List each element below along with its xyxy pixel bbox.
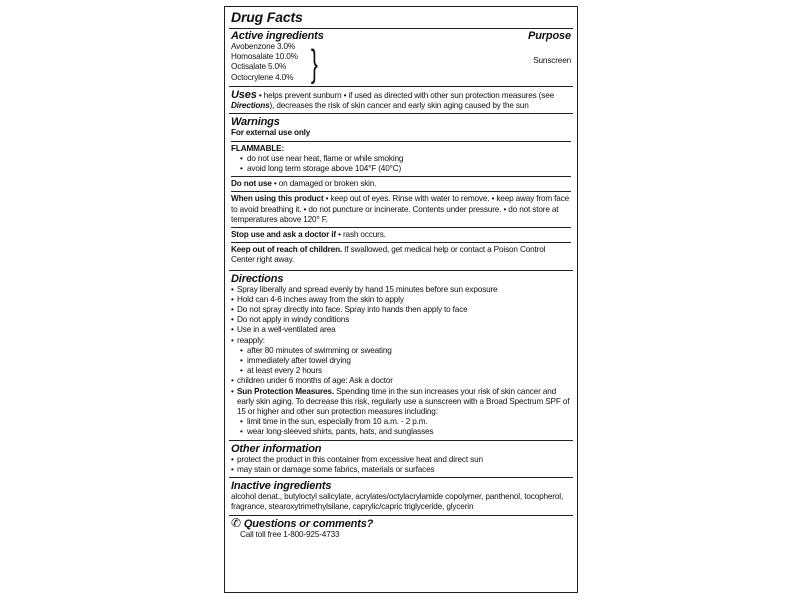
uses-heading: Uses bbox=[231, 89, 257, 101]
drug-facts-panel bbox=[224, 6, 578, 593]
inactive-ingredients-heading: Inactive ingredients bbox=[231, 480, 332, 493]
brace-icon: } bbox=[310, 43, 318, 85]
when-using-text: • keep out of eyes. Rinse with water to remove. • keep away from face to avoid breathing it. • do not puncture or incinerate. Contents under pressure. • do not store at temperatures above 120° F. bbox=[231, 194, 570, 224]
list-item: • may stain or damage some fabrics, materials or surfaces bbox=[231, 465, 571, 475]
other-information-heading: Other information bbox=[231, 442, 322, 455]
when-using-block bbox=[231, 191, 571, 227]
active-ingredient: Octisalate 5.0% bbox=[231, 62, 287, 72]
do-not-use-block bbox=[231, 176, 571, 191]
purpose-heading: Purpose bbox=[528, 30, 571, 42]
spf-label: Sun Protection Measures. bbox=[237, 386, 334, 396]
keep-out-label: Keep out of reach of children. bbox=[231, 245, 343, 255]
list-item: • at least every 2 hours bbox=[231, 366, 571, 376]
warnings-heading: Warnings bbox=[231, 116, 280, 129]
toll-free-text: Call toll free 1-800-925-4733 bbox=[240, 529, 340, 539]
inactive-ingredients-text: alcohol denat., butyloctyl salicylate, acrylates/octylacrylamide copolymer, panthenol, tocopherol, fragrance, stearoxytrimethylsilane, caprylic/capric triglyceride, glycerin bbox=[231, 492, 564, 512]
active-ingredient: Avobenzone 3.0% bbox=[231, 42, 296, 51]
list-item: • Do not spray directly into face. Spray into hands then apply to face bbox=[231, 305, 571, 315]
list-item: • reapply: bbox=[231, 336, 571, 346]
other-information-section bbox=[229, 440, 573, 477]
active-ingredients-heading: Active ingredients bbox=[231, 30, 324, 42]
active-ingredient-list bbox=[231, 42, 298, 83]
list-item: • Use in a well-ventilated area bbox=[231, 325, 571, 335]
phone-icon: ✆ bbox=[231, 515, 241, 530]
stop-use-text: • rash occurs. bbox=[336, 230, 386, 240]
list-item bbox=[231, 387, 571, 418]
do-not-use-label: Do not use bbox=[231, 179, 272, 189]
uses-directions-ref: Directions bbox=[231, 101, 270, 111]
external-use-text: For external use only bbox=[231, 128, 311, 138]
list-item: • protect the product in this container from excessive heat and direct sun bbox=[231, 455, 571, 465]
uses-section bbox=[229, 86, 573, 113]
active-ingredients-section bbox=[229, 28, 573, 86]
active-ingredient: Octocrylene 4.0% bbox=[231, 72, 294, 82]
drug-facts-title: Drug Facts bbox=[231, 9, 303, 25]
header-section bbox=[229, 7, 573, 28]
list-item: • children under 6 months of age: Ask a doctor bbox=[231, 376, 571, 386]
uses-text: • helps prevent sunburn • if used as directed with other sun protection measures (see bbox=[256, 91, 555, 100]
list-item: • Hold can 4-6 inches away from the skin to apply bbox=[231, 295, 571, 305]
list-item: • Spray liberally and spread evenly by hand 15 minutes before sun exposure bbox=[231, 285, 571, 295]
when-using-label: When using this product bbox=[231, 194, 324, 204]
keep-out-text: If swallowed, get medical help or contact a Poison Control Center right away. bbox=[231, 245, 546, 265]
questions-heading: Questions or comments? bbox=[243, 517, 374, 530]
list-item: • limit time in the sun, especially from 10 a.m. - 2 p.m. bbox=[231, 417, 571, 427]
list-item: • wear long-sleeved shirts, pants, hats, and sunglasses bbox=[231, 427, 571, 437]
list-item: • avoid long term storage above 104°F (40°C) bbox=[231, 164, 571, 174]
spf-text: Spending time in the sun increases your risk of skin cancer and early skin aging. To decrease this risk, regularly use a sunscreen with a Broad Spectrum SPF of 15 or higher and other sun protection measures including: bbox=[237, 386, 570, 417]
active-ingredient: Homosalate 10.0% bbox=[231, 52, 298, 62]
directions-heading: Directions bbox=[231, 272, 284, 285]
stop-use-label: Stop use and ask a doctor if bbox=[231, 230, 336, 240]
flammable-block bbox=[231, 141, 571, 177]
purpose-text: Sunscreen bbox=[533, 56, 571, 65]
list-item: • immediately after towel drying bbox=[231, 356, 571, 366]
questions-section bbox=[229, 515, 573, 542]
keep-out-block bbox=[231, 242, 571, 267]
inactive-ingredients-section bbox=[229, 477, 573, 514]
do-not-use-text: • on damaged or broken skin. bbox=[271, 179, 377, 189]
directions-section bbox=[229, 270, 573, 440]
list-item: • after 80 minutes of swimming or sweating bbox=[231, 346, 571, 356]
flammable-heading: FLAMMABLE: bbox=[231, 143, 285, 153]
list-item: • Do not apply in windy conditions bbox=[231, 315, 571, 325]
list-item: • do not use near heat, flame or while smoking bbox=[231, 154, 571, 164]
stop-use-block bbox=[231, 227, 571, 242]
warnings-section bbox=[229, 113, 573, 269]
uses-text-2: ), decreases the risk of skin cancer and early skin aging caused by the sun bbox=[269, 101, 529, 111]
